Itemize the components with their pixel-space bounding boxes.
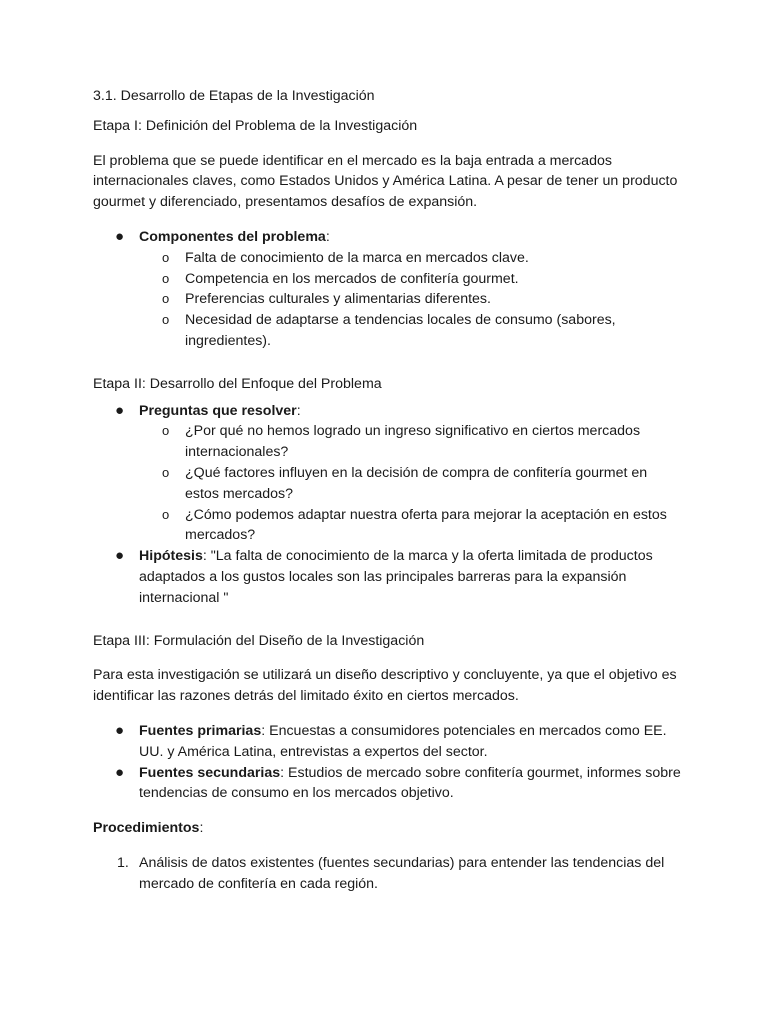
componentes-suffix: : (325, 228, 330, 245)
etapa-1-bullets (93, 227, 683, 352)
bullet-icon: ● (115, 547, 125, 565)
sub-bullet-icon: o (162, 270, 170, 286)
hipotesis-text: : "La falta de conocimiento de la marca y la oferta limitada de productos adaptados a los gustos locales son las principales barreras para la expansión internacional " (139, 548, 653, 606)
procedimientos-label: Procedimientos (93, 820, 200, 837)
list-item-text: Análisis de datos existentes (fuentes secundarias) para entender las tendencias del mercado de confitería en cada región. (139, 854, 665, 892)
procedimientos-suffix: : (199, 820, 204, 837)
preguntas-label: Preguntas que resolver (139, 402, 297, 419)
list-item (93, 853, 683, 895)
etapa-3-paragraph: Para esta investigación se utilizará un diseño descriptivo y concluyente, ya que el objetivo es identificar las razones detrás del limitado éxito en ciertos mercados. (93, 667, 677, 705)
componentes-list (139, 248, 683, 352)
list-item (139, 505, 683, 547)
preguntas-list (139, 421, 683, 546)
bullet-fuentes-primarias (93, 721, 683, 763)
componentes-label: Componentes del problema (139, 228, 326, 245)
bullet-componentes (93, 227, 683, 352)
bullet-icon: ● (115, 401, 125, 419)
sub-bullet-icon: o (162, 464, 170, 480)
bullet-preguntas (93, 401, 683, 547)
sub-bullet-icon: o (162, 249, 170, 265)
sub-bullet-icon: o (162, 291, 170, 307)
list-item-text: ¿Qué factores influyen en la decisión de compra de confitería gourmet en estos mercados? (185, 464, 648, 502)
list-number: 1. (117, 854, 129, 871)
etapa-3-title: Etapa III: Formulación del Diseño de la Investigación (93, 632, 425, 649)
hipotesis-label: Hipótesis (139, 548, 203, 565)
etapa-2-bullets (93, 401, 683, 609)
sub-bullet-icon: o (162, 506, 170, 522)
list-item (139, 289, 683, 310)
etapa-1-title: Etapa I: Definición del Problema de la Investigación (93, 117, 418, 134)
section-title: 3.1. Desarrollo de Etapas de la Investigación (93, 88, 375, 104)
bullet-icon: ● (115, 721, 125, 739)
fuentes-secundarias-text: : Estudios de mercado sobre confitería gourmet, informes sobre tendencias de consumo en los mercados objetivo. (139, 764, 681, 802)
list-item (139, 248, 683, 269)
sub-bullet-icon: o (162, 312, 170, 328)
etapa-1-paragraph: El problema que se puede identificar en el mercado es la baja entrada a mercados internacionales claves, como Estados Unidos y América Latina. A pesar de tener un producto gourmet y diferenciado, presentamos desafíos de expansión. (93, 152, 678, 211)
document-page (93, 86, 683, 895)
list-item-text: ¿Por qué no hemos logrado un ingreso significativo en ciertos mercados internacionales? (185, 423, 641, 461)
etapa-2-title: Etapa II: Desarrollo del Enfoque del Problema (93, 375, 382, 392)
bullet-fuentes-secundarias (93, 763, 683, 805)
bullet-icon: ● (115, 763, 125, 781)
list-item (139, 310, 683, 352)
bullet-icon: ● (115, 227, 125, 245)
list-item-text: Falta de conocimiento de la marca en mercados clave. (185, 249, 529, 266)
bullet-hipotesis (93, 546, 683, 608)
list-item (139, 269, 683, 290)
list-item-text: Preferencias culturales y alimentarias diferentes. (185, 291, 491, 308)
procedimientos-list (93, 853, 683, 895)
list-item (139, 421, 683, 463)
list-item-text: ¿Cómo podemos adaptar nuestra oferta para mejorar la aceptación en estos mercados? (185, 506, 667, 544)
preguntas-suffix: : (296, 402, 301, 419)
etapa-3-bullets (93, 721, 683, 804)
list-item-text: Necesidad de adaptarse a tendencias locales de consumo (sabores, ingredientes). (185, 312, 616, 349)
fuentes-primarias-label: Fuentes primarias (139, 722, 262, 739)
fuentes-secundarias-label: Fuentes secundarias (139, 764, 281, 781)
list-item (139, 463, 683, 505)
fuentes-primarias-text: : Encuestas a consumidores potenciales en mercados como EE. UU. y América Latina, entrevistas a expertos del sector. (139, 722, 667, 760)
sub-bullet-icon: o (162, 423, 170, 439)
list-item-text: Competencia en los mercados de confitería gourmet. (185, 270, 519, 287)
procedimientos-heading (93, 818, 683, 839)
